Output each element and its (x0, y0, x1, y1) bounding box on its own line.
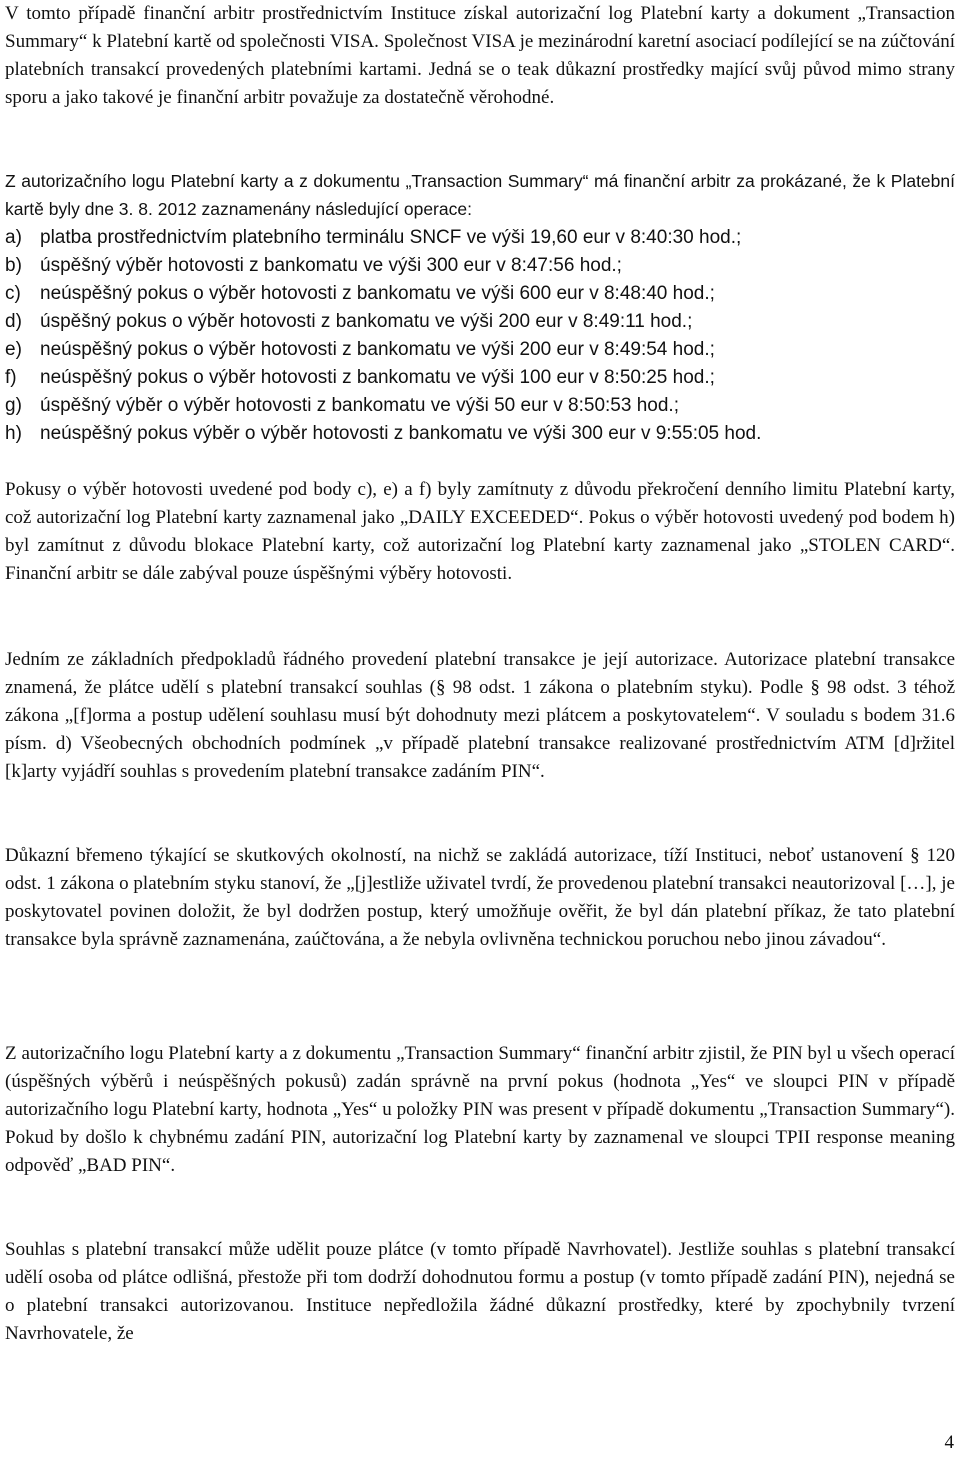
paragraph-operations-intro: Z autorizačního logu Platební karty a z dokumentu „Transaction Summary“ má finanční arbitr za prokázané, že k Platební kartě byly dne 3. 8. 2012 zaznamenány následující operace: (5, 171, 955, 219)
list-item: f) neúspěšný pokus o výběr hotovosti z bankomatu ve výši 100 eur v 8:50:25 hod.; (5, 367, 715, 388)
paragraph-burden-of-proof: Důkazní břemeno týkající se skutkových okolností, na nichž se zakládá autorizace, tíží Instituci, neboť ustanovení § 120 odst. 1 zákona o platebním styku stanoví, že „[j]estliže uživatel tvrdí, že provedenou platební transakci neautorizoval […], je poskytovatel povinen doložit, že byl dodržen postup, který umožňuje ověřit, že byl dán platební příkaz, že tato platební transakce byla správně zaznamenána, zaúčtována, a že nebyla ovlivněna technickou poruchou nebo jinou závadou“. (5, 845, 955, 950)
paragraph-pin-findings: Z autorizačního logu Platební karty a z dokumentu „Transaction Summary“ finanční arbitr zjistil, že PIN byl u všech operací (úspěšných výběrů i neúspěšných pokusů) zadán správně na první pokus (hodnota „Yes“ ve sloupci PIN v případě autorizačního logu Platební karty, hodnota „Yes“ u položky PIN was present v případě dokumentu „Transaction Summary“). Pokud by došlo k chybnému zadání PIN, autorizační log Platební karty by zaznamenal ve sloupci TPII response meaning odpověď „BAD PIN“. (5, 1043, 955, 1176)
list-item: c) neúspěšný pokus o výběr hotovosti z bankomatu ve výši 600 eur v 8:48:40 hod.; (5, 283, 715, 304)
list-item: d) úspěšný pokus o výběr hotovosti z bankomatu ve výši 200 eur v 8:49:11 hod.; (5, 311, 693, 332)
paragraph-rejected-attempts: Pokusy o výběr hotovosti uvedené pod body c), e) a f) byly zamítnuty z důvodu překročení denního limitu Platební karty, což autorizační log Platební karty zaznamenal jako „DAILY EXCEEDED“. Pokus o výběr hotovosti uvedený pod bodem h) byl zamítnut z důvodu blokace Platební karty, což autorizační log Platební karty zaznamenal jako „STOLEN CARD“. Finanční arbitr se dále zabýval pouze úspěšnými výběry hotovosti. (5, 479, 955, 584)
paragraph-consent: Souhlas s platební transakcí může udělit pouze plátce (v tomto případě Navrhovatel). Jestliže souhlas s platební transakcí udělí osoba od plátce odlišná, přestože při tom dodrží dohodnutou formu a postup (v tomto případě zadání PIN), nejedná se o platební transakci autorizovanou. Instituce nepředložila žádné důkazní prostředky, které by zpochybnily tvrzení Navrhovatele, že (5, 1239, 955, 1344)
list-item: h) neúspěšný pokus výběr o výběr hotovosti z bankomatu ve výši 300 eur v 9:55:05 hod. (5, 423, 762, 444)
paragraph-authorization: Jedním ze základních předpokladů řádného provedení platební transakce je její autorizace. Autorizace platební transakce znamená, že plátce udělí s platební transakcí souhlas (§ 98 odst. 1 zákona o platebním styku). Podle § 98 odst. 3 téhož zákona „[f]orma a postup udělení souhlasu musí být dohodnuty mezi plátcem a poskytovatelem“. V souladu s bodem 31.6 písm. d) Všeobecných obchodních podmínek „v případě platební transakce realizované prostřednictvím ATM [d]ržitel [k]arty vyjádří souhlas s provedením platební transakce zadáním PIN“. (5, 649, 955, 782)
list-item: g) úspěšný výběr o výběr hotovosti z bankomatu ve výši 50 eur v 8:50:53 hod.; (5, 395, 679, 416)
operations-list (5, 224, 955, 448)
list-item: a) platba prostřednictvím platebního terminálu SNCF ve výši 19,60 eur v 8:40:30 hod.; (5, 227, 742, 248)
paragraph-intro: V tomto případě finanční arbitr prostřednictvím Instituce získal autorizační log Platební karty a dokument „Transaction Summary“ k Platební kartě od společnosti VISA. Společnost VISA je mezinárodní karetní asociací podílející se na zúčtování platebních transakcí provedených platebními kartami. Jedná se o teak důkazní prostředky mající svůj původ mimo strany sporu a jako takové je finanční arbitr považuje za dostatečně věrohodné. (5, 3, 955, 108)
list-item: b) úspěšný výběr hotovosti z bankomatu ve výši 300 eur v 8:47:56 hod.; (5, 255, 622, 276)
page-number: 4 (944, 1432, 954, 1453)
list-item: e) neúspěšný pokus o výběr hotovosti z bankomatu ve výši 200 eur v 8:49:54 hod.; (5, 339, 715, 360)
